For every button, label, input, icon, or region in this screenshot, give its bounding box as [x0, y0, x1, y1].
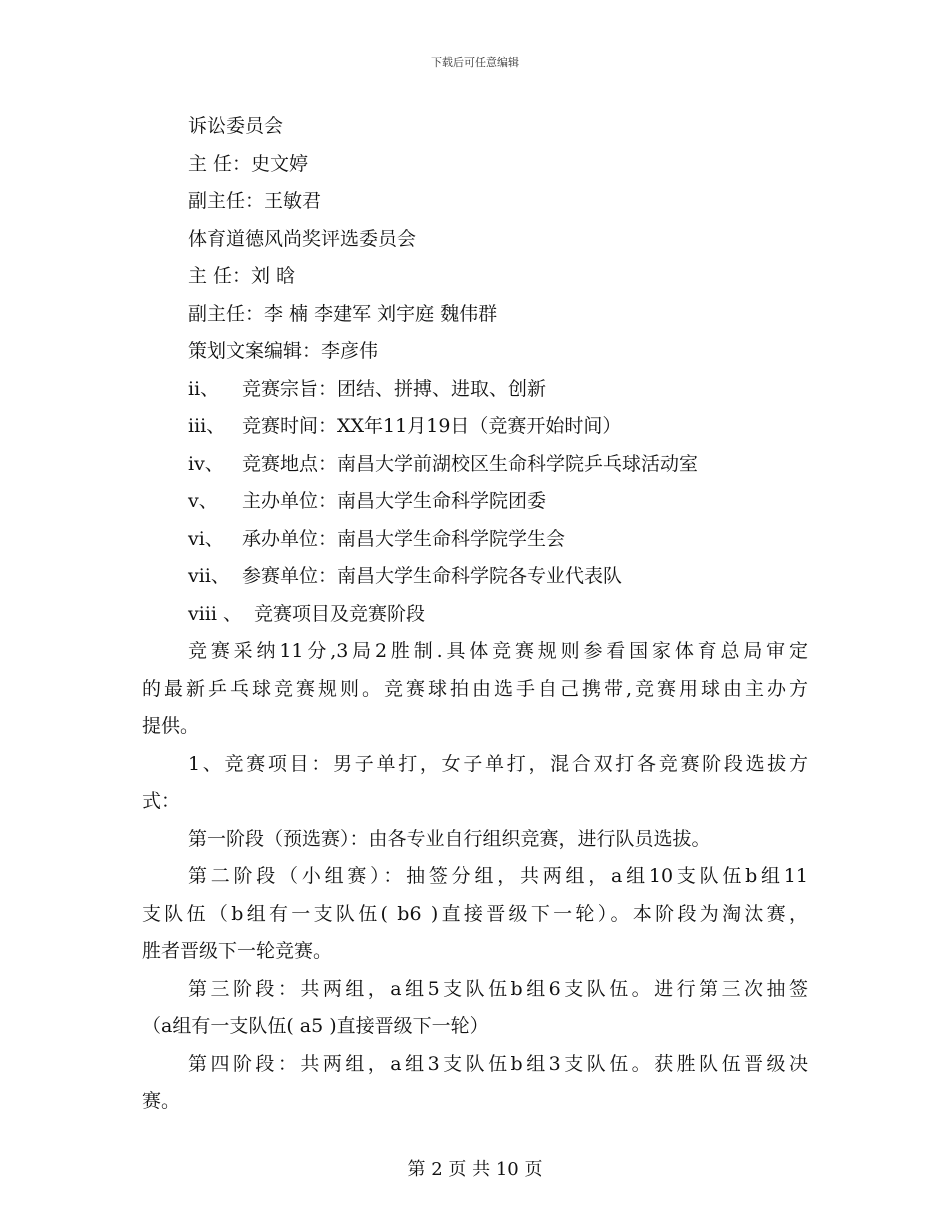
paragraph-line: 赛。 [142, 1090, 181, 1112]
paragraph-line: 第二阶段（小组赛）：抽签分组，共两组，a组10支队伍b组11 [188, 865, 808, 887]
paragraph-line: 1、竞赛项目：男子单打，女子单打，混合双打各竞赛阶段选拔方 [188, 752, 808, 775]
list-item-number: ⅴ、 [188, 490, 218, 512]
text-line: 主 任：史文婷 [188, 152, 309, 175]
paragraph-line: 的最新乒乓球竞赛规则。竞赛球拍由选手自己携带,竞赛用球由主办方 [142, 677, 808, 700]
list-item-number: ⅵ、 [188, 527, 224, 550]
list-item-number: ⅷ 、 [188, 602, 243, 625]
paragraph-stage-3 [142, 971, 808, 1046]
paragraph-line: （a组有一支队伍( a5 )直接晋级下一轮） [142, 1015, 489, 1037]
list-item [142, 446, 808, 484]
paragraph-line: 竞赛采纳11分,3局2胜制.具体竞赛规则参看国家体育总局审定 [188, 640, 808, 662]
list-item-text: 竞赛时间：XX年11月19日（竞赛开始时间） [242, 415, 622, 437]
text-line: 策划文案编辑：李彦伟 [188, 340, 379, 362]
paragraph-line: 第三阶段：共两组，a组5支队伍b组6支队伍。进行第三次抽签 [188, 977, 808, 1000]
list-item-number: ⅶ、 [188, 565, 230, 587]
text-line: 体育道德风尚奖评选委员会 [188, 227, 417, 250]
page-header: 下载后可任意编辑 [431, 56, 519, 69]
list-item [142, 483, 808, 521]
list-item [142, 371, 808, 409]
list-item-number: ⅱ、 [188, 377, 220, 400]
paragraph-stage-1 [142, 821, 808, 859]
list-item-text: 承办单位：南昌大学生命科学院学生会 [242, 527, 566, 550]
paragraph-stage-4 [142, 1046, 808, 1121]
paragraph-rules [142, 633, 808, 746]
list-item-text: 竞赛地点：南昌大学前湖校区生命科学院乒乓球活动室 [242, 452, 699, 475]
paragraph-stage-2 [142, 858, 808, 971]
text-line: 诉讼委员会 [188, 115, 284, 137]
paragraph-line: 支队伍（b组有一支队伍( b6 )直接晋级下一轮）。本阶段为淘汰赛， [142, 902, 808, 925]
list-item-text: 竞赛宗旨：团结、拼搏、进取、创新 [242, 377, 547, 400]
list-item-text: 参赛单位：南昌大学生命科学院各专业代表队 [242, 565, 623, 587]
text-line: 副主任：李 楠 李建军 刘宇庭 魏伟群 [188, 302, 498, 325]
page-number: 第 2 页 共 10 页 [407, 1159, 543, 1180]
paragraph-events [142, 746, 808, 821]
list-item [142, 558, 808, 596]
list-item [142, 596, 808, 634]
list-item-text: 主办单位：南昌大学生命科学院团委 [242, 490, 547, 512]
paragraph-line: 第一阶段（预选赛）：由各专业自行组织竞赛，进行队员选拔。 [188, 827, 711, 850]
list-item-text: 竞赛项目及竞赛阶段 [254, 602, 426, 625]
list-item [142, 408, 808, 446]
text-line: 副主任：王敏君 [188, 190, 322, 212]
paragraph-line: 提供。 [142, 715, 200, 737]
list-item-number: ⅳ、 [188, 452, 224, 475]
paragraph-line: 式： [142, 790, 181, 812]
document-body [142, 108, 808, 1121]
text-line: 主 任：刘 晗 [188, 265, 296, 287]
paragraph-line: 第四阶段：共两组，a组3支队伍b组3支队伍。获胜队伍晋级决 [188, 1052, 808, 1075]
list-item [142, 521, 808, 559]
list-item-number: ⅲ、 [188, 415, 226, 437]
paragraph-line: 胜者晋级下一轮竞赛。 [142, 940, 333, 962]
